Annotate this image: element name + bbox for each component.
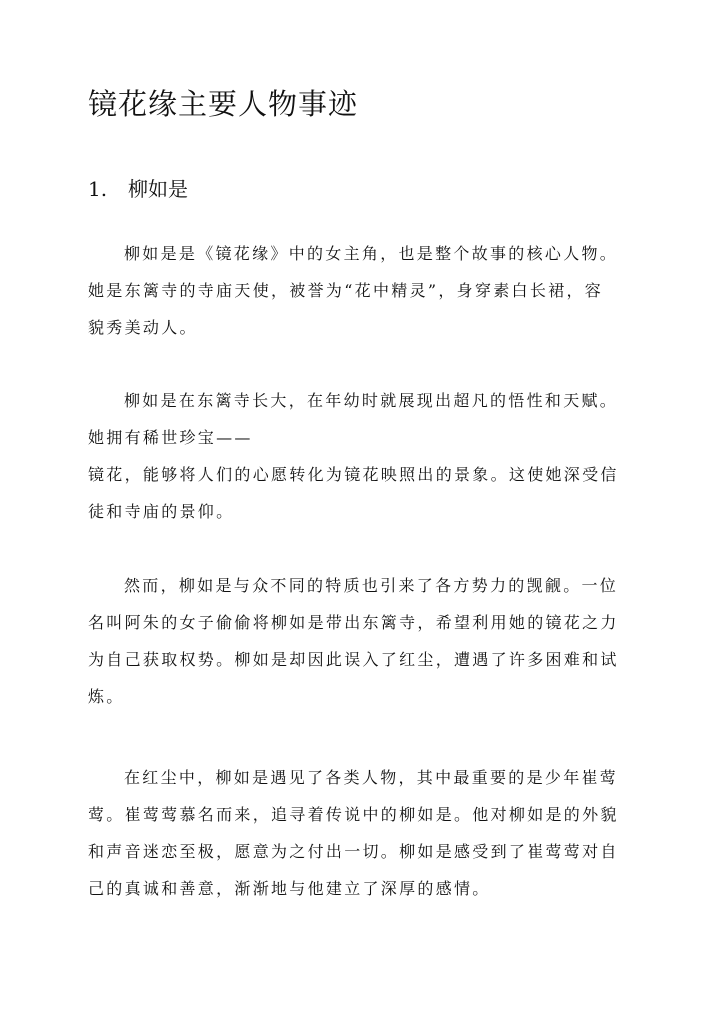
paragraph-line: 名叫阿朱的女子偷偷将柳如是带出东篱寺，希望利用她的镜花之力: [88, 613, 619, 632]
paragraph-4: [88, 759, 633, 907]
paragraph-line: 柳如是是《镜花缘》中的女主角，也是整个故事的核心人物。: [124, 244, 619, 263]
paragraph-line: 她是东篱寺的寺庙天使，被誉为“花中精灵”，身穿素白长裙，容: [88, 281, 604, 300]
paragraph-line: 在红尘中，柳如是遇见了各类人物，其中最重要的是少年崔莺: [124, 768, 619, 787]
paragraph-line: 为自己获取权势。柳如是却因此误入了红尘，遭遇了许多困难和试: [88, 650, 619, 669]
paragraph-line: 她拥有稀世珍宝——: [88, 428, 253, 447]
section-title: 柳如是: [128, 177, 188, 201]
paragraph-line: 徒和寺庙的景仰。: [88, 502, 235, 521]
paragraph-line: 貌秀美动人。: [88, 318, 198, 337]
section-heading: [88, 171, 188, 207]
section-number: 1.: [88, 177, 108, 201]
paragraph-line: 柳如是在东篱寺长大，在年幼时就展现出超凡的悟性和天赋。: [124, 391, 619, 410]
document-title: 镜花缘主要人物事迹: [88, 87, 359, 121]
paragraph-line: 镜花，能够将人们的心愿转化为镜花映照出的景象。这使她深受信: [88, 465, 619, 484]
paragraph-1: [88, 235, 633, 346]
paragraph-line: 炼。: [88, 687, 125, 706]
paragraph-line: 然而，柳如是与众不同的特质也引来了各方势力的觊觎。一位: [124, 576, 619, 595]
paragraph-line: 己的真诚和善意，渐渐地与他建立了深厚的感情。: [88, 879, 491, 898]
paragraph-line: 和声音迷恋至极，愿意为之付出一切。柳如是感受到了崔莺莺对自: [88, 842, 619, 861]
paragraph-3: [88, 567, 633, 715]
paragraph-2: [88, 382, 633, 530]
paragraph-line: 莺。崔莺莺慕名而来，追寻着传说中的柳如是。他对柳如是的外貌: [88, 805, 619, 824]
